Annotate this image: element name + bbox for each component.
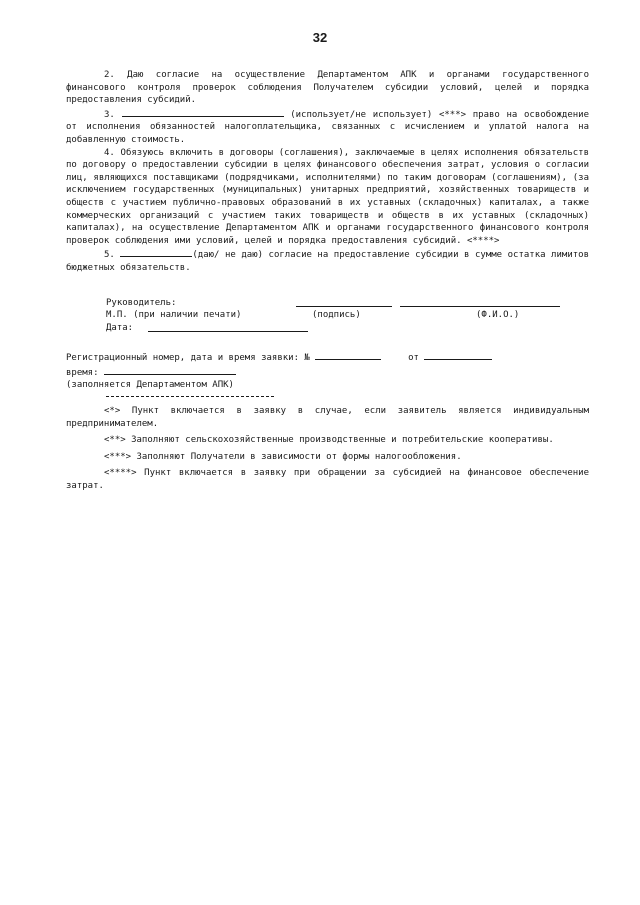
registration-from-label: от: [408, 353, 419, 364]
footnote-2: <**> Заполняют сельскохозяйственные производственные и потребительские кооперативы.: [104, 435, 554, 446]
consent-blank-field[interactable]: [120, 247, 192, 257]
name-blank-field[interactable]: [400, 297, 560, 307]
page-number: 32: [312, 30, 328, 45]
date-label: Дата:: [106, 322, 134, 333]
seal-row: [66, 309, 589, 322]
paragraph-5: [66, 247, 589, 274]
footnote-1: <*> Пункт включается в заявку в случае, если заявитель является индивидуальным предпринимателем.: [66, 406, 589, 429]
registration-note: (заполняется Департаментом АПК): [66, 380, 234, 391]
registration-label: Регистрационный номер, дата и время заявки: №: [66, 353, 310, 364]
registration-time-field[interactable]: [104, 365, 236, 375]
registration-time-row: [66, 365, 589, 380]
registration-row: [66, 350, 589, 365]
registration-time-label: время:: [66, 367, 99, 378]
date-row: [66, 322, 589, 335]
signature-blank-field[interactable]: [296, 297, 392, 307]
head-label: Руководитель:: [106, 297, 177, 308]
signature-row: [66, 297, 589, 310]
footnote-4: <****> Пункт включается в заявку при обращении за субсидией на финансовое обеспечение затрат.: [66, 468, 589, 492]
tax-usage-blank-field[interactable]: [122, 107, 284, 117]
date-blank-field[interactable]: [148, 322, 308, 332]
footnote-3: <***> Заполняют Получатели в зависимости от формы налогообложения.: [104, 451, 462, 462]
name-caption: (Ф.И.О.): [476, 310, 520, 321]
paragraph-3-number: 3.: [104, 109, 115, 120]
paragraph-5-text: (даю/ не даю) согласие на предоставление субсидии в сумме остатка лимитов бюджетных обязательств.: [66, 250, 589, 273]
signature-caption: (подпись): [312, 310, 361, 321]
paragraph-5-number: 5.: [104, 250, 115, 261]
paragraph-4: 4. Обязуюсь включить в договоры (соглашения), заключаемые в целях исполнения обязательств по договору о предоставлении субсидии в целях финансового обеспечения затрат, условия о согласии лиц, являющихся поставщиками (подрядчиками, исполнителями) по таким договорам (соглашениям), (за исключением государственных (муниципальных) унитарных предприятий, хозяйственных товариществ и обществ с участием публично-правовых образований в их уставных (складочных) капиталах, а также коммерческих организаций с участием таких товариществ и обществ в их уставных (складочных) капиталах), на осуществление Департаментом АПК и органами государственного финансового контроля проверок соблюдения ими условий, целей и порядка предоставления субсидий. <****>: [66, 147, 589, 246]
footnote-separator: [106, 392, 274, 397]
paragraph-3-text: (использует/не использует) <***> право на освобождение от исполнения обязанностей налогоплательщика, связанных с исчислением и уплатой налога на добавленную стоимость.: [66, 109, 590, 145]
registration-date-field[interactable]: [424, 350, 492, 360]
registration-number-field[interactable]: [315, 350, 381, 360]
paragraph-2: 2. Даю согласие на осуществление Департаментом АПК и органами государственного финансового контроля проверок соблюдения Получателем субсидии условий, целей и порядка предоставления субсидий.: [66, 70, 589, 106]
paragraph-3: [66, 107, 589, 147]
document-body: [66, 69, 589, 497]
seal-label: М.П. (при наличии печати): [106, 310, 242, 321]
